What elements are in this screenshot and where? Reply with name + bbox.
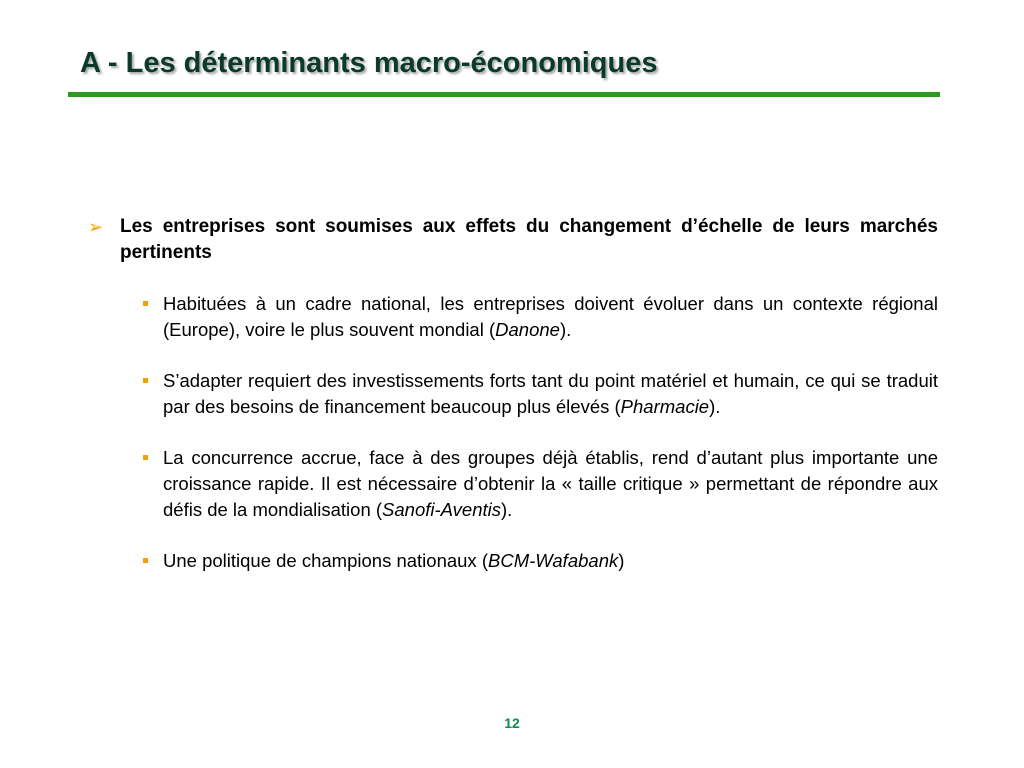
slide-content <box>88 214 938 599</box>
bullet-example: Danone <box>495 319 560 340</box>
square-bullet-icon <box>142 548 163 574</box>
bullet-suffix: ) <box>618 550 625 571</box>
bullet-suffix: ). <box>559 319 572 340</box>
arrow-right-icon: ➢ <box>88 217 104 237</box>
sub-bullet-text <box>163 548 938 574</box>
bullet-body: S’adapter requiert des investissements forts tant du point matériel et humain, ce qui se traduit par des besoins de financement beaucoup plus élevés ( <box>163 370 938 417</box>
bullet-body: La concurrence accrue, face à des groupes déjà établis, rend d’autant plus importante une croissance rapide. Il est nécessaire d’obtenir la « taille critique » permettant de répondre aux défis de la mondialisation ( <box>163 447 938 520</box>
sub-bullet-text <box>163 368 938 420</box>
square-bullet-icon <box>142 368 163 394</box>
sub-bullet-text <box>163 291 938 343</box>
bullet-suffix: ). <box>709 396 721 417</box>
slide-title: A - Les déterminants macro-économiques <box>80 47 658 79</box>
bullet-example: Sanofi-Aventis <box>382 499 501 520</box>
square-bullet-icon <box>142 291 163 317</box>
sub-bullet-item <box>142 368 938 420</box>
sub-bullet-item <box>142 548 938 574</box>
sub-bullet-text <box>163 445 938 523</box>
bullet-suffix: ). <box>501 499 513 520</box>
bullet-body: Une politique de champions nationaux ( <box>163 550 488 571</box>
sub-bullet-item <box>142 445 938 523</box>
main-bullet-point <box>88 214 938 266</box>
bullet-example: Pharmacie <box>620 396 710 417</box>
bullet-body: Habituées à un cadre national, les entreprises doivent évoluer dans un contexte régional (Europe), voire le plus souvent mondial ( <box>163 293 938 340</box>
title-underline <box>68 92 940 97</box>
sub-bullet-item <box>142 291 938 343</box>
square-bullet-icon <box>142 445 163 471</box>
sub-bullet-list <box>142 291 938 574</box>
page-number: 12 <box>504 715 520 731</box>
main-point-text: Les entreprises sont soumises aux effets du changement d’échelle de leurs marchés pertinents <box>120 216 938 263</box>
bullet-example: BCM-Wafabank <box>488 550 619 571</box>
